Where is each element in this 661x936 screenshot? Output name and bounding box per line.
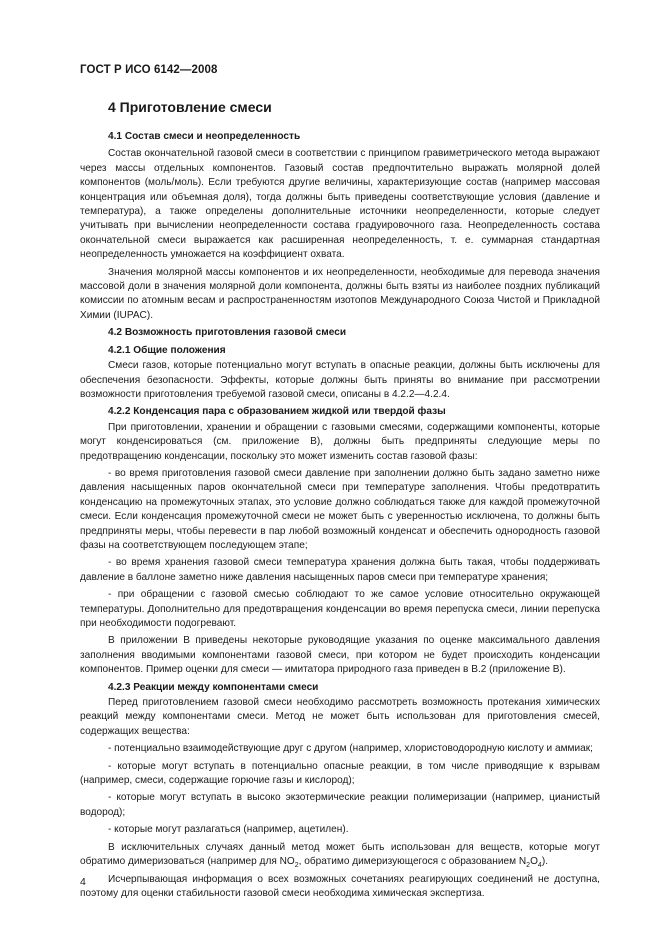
list-item: - которые могут вступать в потенциально опасные реакции, в том числе приводящие к взрывам (например, смеси, содержащие горючие газы и кислород); [80, 760, 600, 787]
subscript: 2 [294, 862, 299, 870]
list-item: - потенциально взаимодействующие друг с другом (например, хлористоводородную кислоту и аммиак; [108, 743, 593, 755]
page-number: 4 [80, 876, 86, 888]
clause-title: 4.2.1 Общие положения [108, 344, 226, 356]
text-run: O [530, 856, 538, 868]
subsection-title: 4.2 Возможность приготовления газовой смеси [108, 327, 347, 339]
paragraph: Смеси газов, которые потенциально могут вступать в опасные реакции, должны быть исключены для обеспечения безопасности. Эффекты, которые должны быть приняты во внимание при рассмотрении возможности приготовления требуемой газовой смеси, описаны в 4.2.2—4.2.4. [80, 360, 600, 400]
subscript: 4 [537, 862, 542, 870]
clause-title: 4.2.3 Реакции между компонентами смеси [108, 681, 319, 693]
paragraph [80, 841, 600, 870]
section-title: 4 Приготовление смеси [108, 99, 272, 115]
paragraph: Исчерпывающая информация о всех возможных сочетаниях реагирующих соединений не доступна, поэтому для оценки стабильности газовой смеси необходима химическая экспертиза. [80, 873, 600, 899]
subsection-title: 4.1 Состав смеси и неопределенность [108, 131, 301, 142]
paragraph: В приложении В приведены некоторые руководящие указания по оценке максимального давления заполнения вводимыми компонентами газовой смеси, при котором не будет происходить конденсации компонентов. Пример оценки для смеси — имитатора природного газа приведен в В.2 (приложение В). [80, 635, 600, 676]
list-item: - во время приготовления газовой смеси давление при заполнении должно быть задано заметно ниже давления насыщенных паров окончательной смеси при температуре заполнения. Чтобы предотвратить конденсацию на промежуточных этапах, это условие должно соблюдаться также для каждой промежуточной смеси. Если конденсация промежуточной смеси не может быть с уверенностью исключена, то должны быть предприняты меры, чтобы перевести в пар любой возможный конденсат и обеспечить однородность газовой фазы на соответствующем последующем этапе; [80, 467, 600, 551]
list-item: - которые могут разлагаться (например, ацетилен). [108, 824, 349, 836]
text-run: , обратимо димеризующегося с образованием N [298, 856, 527, 868]
list-item: - при обращении с газовой смесью соблюдают то же самое условие относительно окружающей температуры. Дополнительно для предотвращения конденсации во время перепуска смеси, линии перепуска при необходимости подогревают. [80, 589, 600, 629]
paragraph: Состав окончательной газовой смеси в соответствии с принципом гравиметрического метода выражают через массы отдельных компонентов. Газовый состав предпочтительно выражать молярной долей компонентов (моль/моль). Если требуются другие величины, характеризующие состав (например массовая концентрация или объемная доля), тогда должны быть приведены соответствующие условия (давление и температура), а также определены дополнительные источники неопределенности, которые следует учитывать при вычислении неопределенности состава градуировочного газа. Неопределенность состава окончательной смеси выражается как расширенная неопределенность, т. е. суммарная стандартная неопределенность умножается на коэффициент охвата. [80, 148, 600, 261]
list-item: - во время хранения газовой смеси температура хранения должна быть такая, чтобы поддерживать давление в баллоне заметно ниже давления насыщенных паров смеси при температуре хранения; [80, 557, 600, 583]
clause-title: 4.2.2 Конденсация пара с образованием жидкой или твердой фазы [108, 406, 446, 418]
subscript: 2 [526, 862, 531, 870]
paragraph: Перед приготовлением газовой смеси необходимо рассмотреть возможность протекания химических реакций между компонентами смеси. Метод не может быть использован для приготовления смесей, содержащих вещества: [80, 697, 600, 737]
paragraph: При приготовлении, хранении и обращении с газовыми смесями, содержащими компоненты, которые могут конденсироваться (см. приложение В), должны быть предприняты следующие меры по предотвращению конденсации, поскольку это может изменить состав газовой фазы: [80, 421, 600, 462]
paragraph: Значения молярной массы компонентов и их неопределенности, необходимые для перевода значения массовой доли в значения молярной доли компонента, должны быть взяты из наиболее поздних публикаций комиссии по атомным весам и распространенностям изотопов Международного Союза Чистой и Прикладной Химии (IUPAC). [80, 266, 600, 321]
text-run: ). [541, 856, 548, 868]
document-id: ГОСТ Р ИСО 6142—2008 [80, 64, 218, 76]
page-content [80, 98, 600, 904]
list-item: - которые могут вступать в высоко экзотермические реакции полимеризации (например, цианистый водород); [80, 792, 600, 818]
text-run: В исключительных случаях данный метод может быть использован для веществ, которые могут обратимо димеризоваться (например для NO [80, 841, 600, 868]
